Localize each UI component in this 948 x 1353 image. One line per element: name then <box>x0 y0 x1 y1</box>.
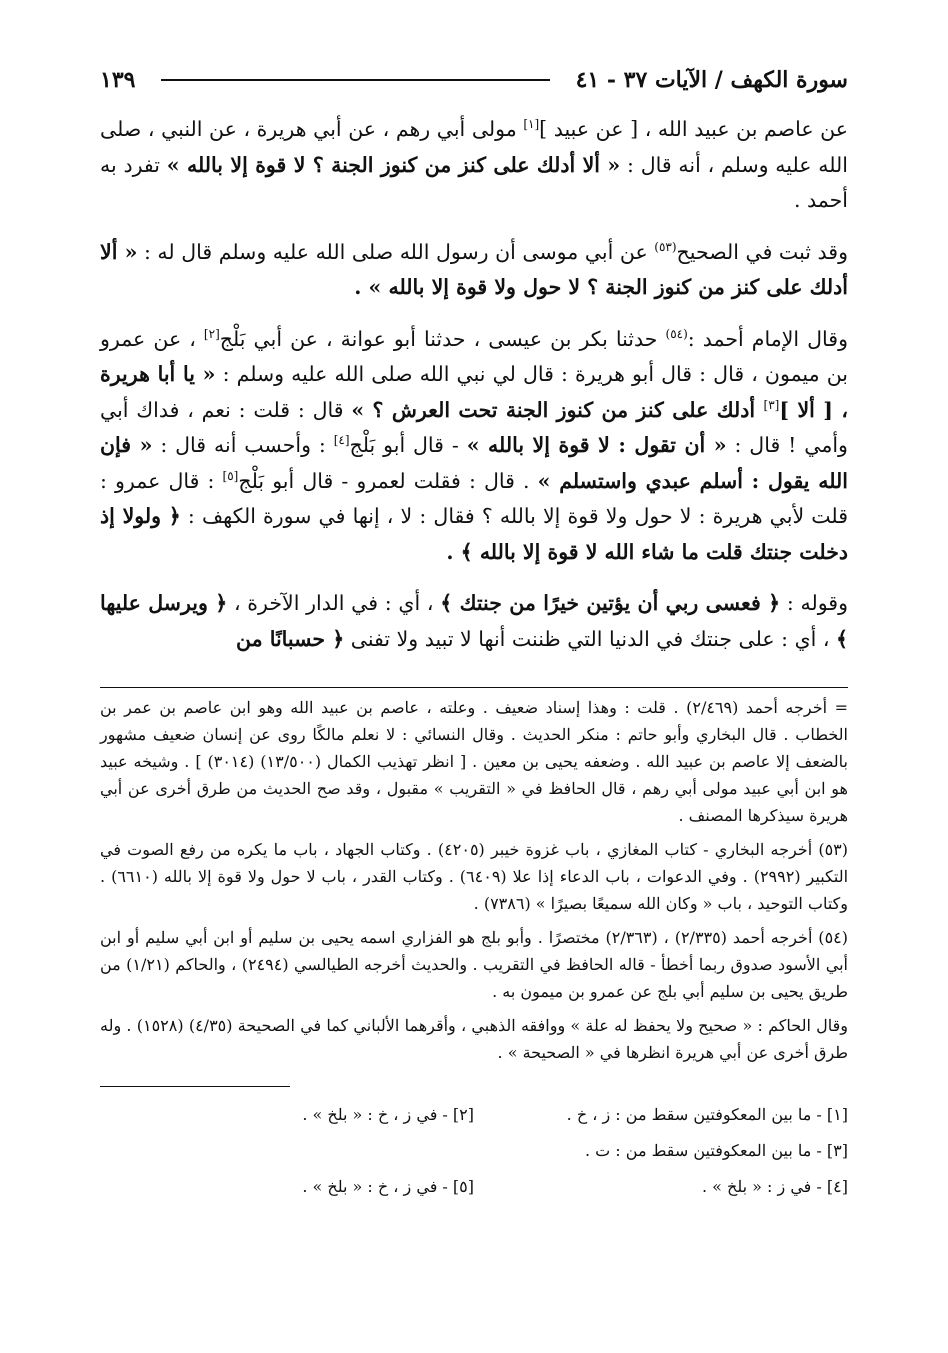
note-ref: [٤] <box>333 433 350 448</box>
note-1: [١] - ما بين المعكوفتين سقط من : ز ، خ . <box>566 1105 848 1124</box>
text-span: : قال عمرو : قلت لأبي هريرة : لا حول ولا قوة إلا بالله ؟ فقال : لا ، إنها في سورة الكهف : <box>100 468 848 528</box>
quran-quote: ﴿ حسبانًا من <box>236 626 345 651</box>
notes-row <box>100 1169 848 1205</box>
header-rule <box>161 79 549 81</box>
hadith-quote: « ألا أدلك على كنز من كنوز الجنة ؟ لا حول ولا قوة إلا بالله » . <box>100 239 848 299</box>
note-2: [٢] - في ز ، خ : « بلخ » . <box>302 1105 474 1124</box>
text-span: ، أي : في الدار الآخرة ، <box>227 591 441 615</box>
text-span: ، عن عمرو بن ميمون ، قال : قال أبو هريرة : قال لي نبي الله صلى الله عليه وسلم : <box>100 326 849 386</box>
text-span: حدثنا بكر بن عيسى ، حدثنا أبو عوانة ، عن أبي بَلْج <box>219 326 666 351</box>
page-number: ١٣٩ <box>100 67 136 93</box>
note-5: [٥] - في ز ، خ : « بلخ » . <box>302 1177 474 1196</box>
text-span: وقوله : <box>780 591 848 615</box>
hadith-quote: « أن تقول : لا قوة إلا بالله » <box>466 433 727 457</box>
quran-quote: ﴿ فعسى ربي أن يؤتين خيرًا من جنتك ﴾ <box>440 591 781 615</box>
footnote-separator <box>100 687 848 688</box>
text-span: تفرد به أحمد . <box>100 152 848 212</box>
text-span: وقد ثبت في الصحيح <box>676 239 848 264</box>
page-header <box>100 62 848 98</box>
note-ref: [١] <box>523 117 540 132</box>
text-span: عن عاصم بن عبيد الله ، [ عن عبيد ] <box>539 117 848 141</box>
footnotes <box>100 694 848 1066</box>
footnote-54-cont: وقال الحاكم : « صحيح ولا يحفظ له علة » ووافقه الذهبي ، وأقرهما الألباني كما في الصحيحة (٤/٣٥) (١٥٢٨) . وله طرق أخرى عن أبي هريرة انظرها في « الصحيحة » . <box>100 1016 848 1062</box>
footnote-54: (٥٤) أخرجه أحمد (٢/٣٣٥) ، (٢/٣٦٣) مختصرًا . وأبو بلج هو الفزاري اسمه يحيى بن سليم أو ابن أبي سليم أو ابن أبي الأسود صدوق ربما أخطأ - قاله الحافظ في التقريب . والحديث أخرجه الطيالسي (٢٤٩٤) ، والحاكم (١/٢١) من طريق يحيى بن سليم أبي بلج عن عمرو بن ميمون به . <box>100 928 849 1001</box>
note-3: [٣] - ما بين المعكوفتين سقط من : ت . <box>584 1141 848 1160</box>
footnote-ref: (٥٣) <box>654 239 677 254</box>
text-span: وقال الإمام أحمد : <box>687 326 848 351</box>
note-4: [٤] - في ز : « بلخ » . <box>701 1177 848 1196</box>
note-ref: [٥] <box>222 468 239 483</box>
paragraph-3 <box>100 322 848 571</box>
footnote-53: (٥٣) أخرجه البخاري - كتاب المغازي ، باب غزوة خيبر (٤٢٠٥) . وكتاب الجهاد ، باب ما يكره من رفع الصوت في التكبير (٢٩٩٢) . وفي الدعوات ، باب الدعاء إذا علا (٦٤٠٩) . وكتاب القدر ، باب لا حول ولا قوة إلا بالله (٦٦١٠) . وكتاب التوحيد ، باب « وكان الله سميعًا بصيرًا » (٧٣٨٦) . <box>100 840 849 913</box>
notes-row <box>100 1133 848 1169</box>
main-text <box>100 112 848 657</box>
text-span: : وأحسب أنه قال : <box>152 433 334 457</box>
manuscript-notes <box>100 1097 848 1205</box>
text-span: عن أبي موسى أن رسول الله صلى الله عليه وسلم قال له : <box>137 239 655 264</box>
quran-quote: ﴿ ويرسل عليها ﴾ <box>100 591 848 651</box>
text-span: - قال أبو بَلْج <box>349 433 467 457</box>
text-span: مولى أبي رهم ، عن أبي هريرة ، عن النبي ، صلى الله عليه وسلم ، أنه قال : <box>100 117 849 177</box>
paragraph-4 <box>100 586 848 657</box>
hadith-quote: « فإن الله يقول : أسلم عبدي واستسلم » <box>100 433 848 493</box>
text-span: قال : قلت : نعم ، فداك أبي وأمي ! قال : <box>100 397 848 457</box>
hadith-quote: « يا أبا هريرة ، [ ألا ] <box>100 362 848 422</box>
hadith-quote: أدلك على كنز من كنوز الجنة تحت العرش ؟ » <box>351 397 764 422</box>
note-ref: [٣] <box>763 397 780 412</box>
footnote-ref: (٥٤) <box>665 326 688 341</box>
text-span: ، أي : على جنتك في الدنيا التي ظننت أنها لا تبيد ولا تفنى <box>344 626 836 651</box>
paragraph-2 <box>100 235 848 306</box>
notes-row <box>100 1097 848 1133</box>
paragraph-1 <box>100 112 848 219</box>
text-span: . قال : فقلت لعمرو - قال أبو بَلْج <box>238 468 538 493</box>
note-ref: [٢] <box>203 326 220 341</box>
quran-quote: ﴿ ولولا إذ دخلت جنتك قلت ما شاء الله لا قوة إلا بالله ﴾ . <box>100 504 848 564</box>
hadith-quote: « ألا أدلك على كنز من كنوز الجنة ؟ لا قوة إلا بالله » <box>166 152 621 177</box>
running-title: سورة الكهف / الآيات ٣٧ - ٤١ <box>575 67 848 93</box>
notes-separator <box>100 1086 290 1087</box>
footnote-continued: = أخرجه أحمد (٢/٤٦٩) . قلت : وهذا إسناد ضعيف . وعلته ، عاصم بن عبيد الله وهو ابن عاصم بن عمر بن الخطاب . قال البخاري وأبو حاتم : منكر الحديث . وقال النسائي : لا نعلم مالكًا روى عن إنسان ضعيف مشهور بالضعف إلا عاصم بن عبيد الله . وضعفه يحيى بن معين . [ انظر تهذيب الكمال (١٣/٥٠٠) (٣٠١٤) ] . وشيخه عبيد هو ابن أبي عبيد مولى أبي رهم ، قال الحافظ في « التقريب » مقبول ، وقد صح الحديث من طرق أخرى عن أبي هريرة سيذكرها المصنف . <box>100 698 848 825</box>
